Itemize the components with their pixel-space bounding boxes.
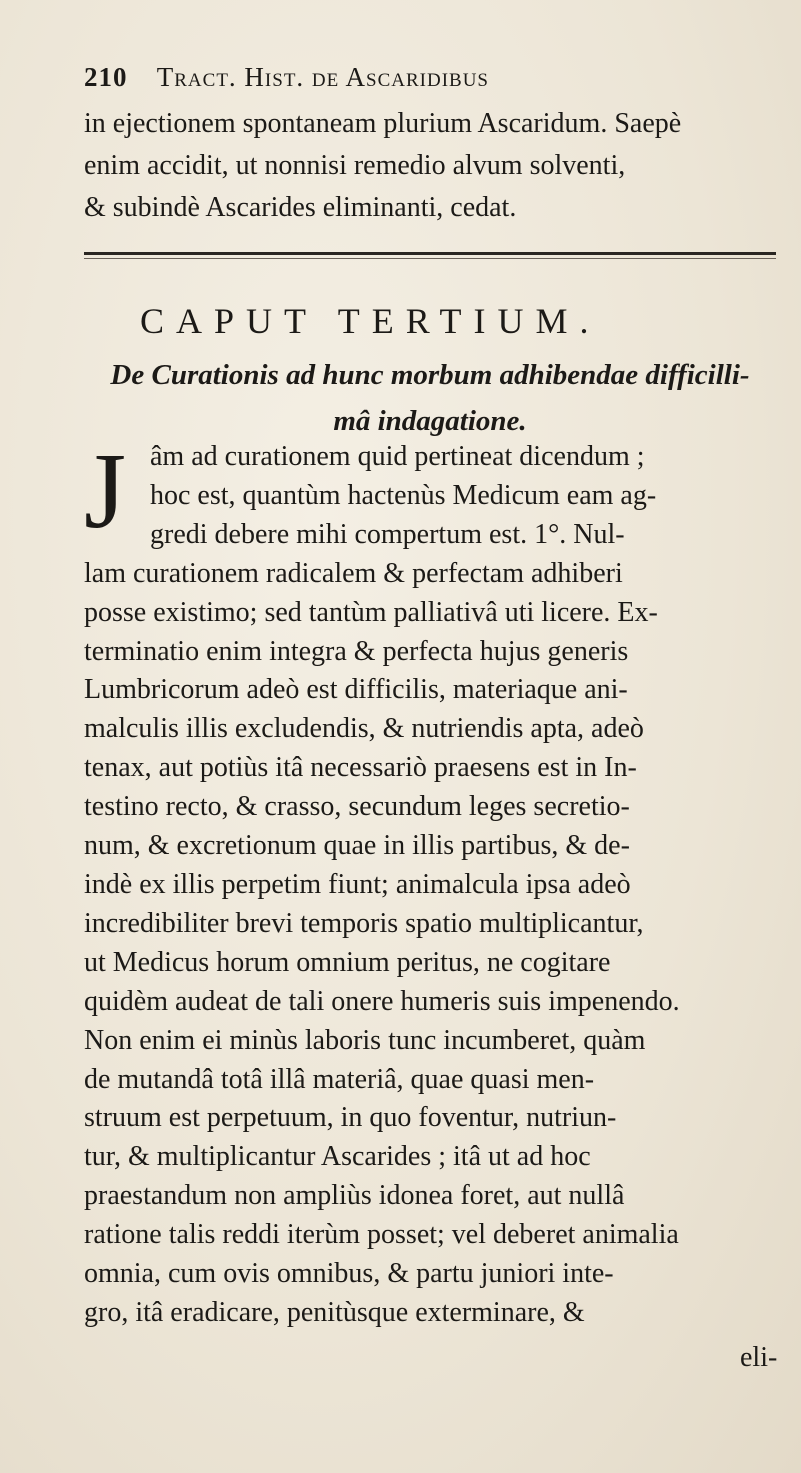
body-line: terminatio enim integra & perfecta hujus generis (84, 635, 629, 667)
body-line: gredi debere mihi compertum est. 1°. Nul- (150, 518, 625, 550)
intro-line: in ejectionem spontaneam plurium Ascaridum. Saepè (84, 108, 682, 139)
drop-cap: J (84, 432, 127, 551)
body-line: omnia, cum ovis omnibus, & partu juniori inte- (84, 1258, 614, 1290)
chapter-title: CAPUT TERTIUM. (140, 301, 601, 341)
body-line: ut Medicus horum omnium peritus, ne cogitare (84, 946, 611, 978)
page-number: 210 (84, 62, 128, 92)
body-line: incredibiliter brevi temporis spatio multiplicantur, (84, 907, 644, 939)
body-line: testino recto, & crasso, secundum leges secretio- (84, 791, 630, 823)
intro-line: & subindè Ascarides eliminanti, cedat. (84, 192, 517, 223)
body-line: hoc est, quantùm hactenùs Medicum eam ag- (150, 479, 657, 511)
intro-paragraph (84, 103, 760, 229)
running-head (84, 62, 744, 93)
body-line: posse existimo; sed tantùm palliativâ uti licere. Ex- (84, 596, 658, 628)
body-line: indè ex illis perpetim fiunt; animalcula ipsa adeò (84, 868, 631, 900)
body-line: tur, & multiplicantur Ascarides ; itâ ut ad hoc (84, 1141, 591, 1173)
body-paragraph (84, 432, 780, 1333)
body-line: num, & excretionum quae in illis partibus, & de- (84, 830, 630, 862)
body-line: praestandum non ampliùs idonea foret, aut nullâ (84, 1180, 625, 1212)
body-line: âm ad curationem quid pertineat dicendum ; (150, 441, 645, 472)
intro-line: enim accidit, ut nonnisi remedio alvum solventi, (84, 150, 626, 181)
body-line: de mutandâ totâ illâ materiâ, quae quasi men- (84, 1063, 595, 1095)
chapter-subtitle (84, 352, 776, 444)
body-line: malculis illis excludendis, & nutriendis apta, adeò (84, 713, 644, 745)
body-line: ratione talis reddi iterùm posset; vel deberet animalia (84, 1219, 679, 1251)
subtitle-line: De Curationis ad hunc morbum adhibendae difficilli- (110, 359, 750, 391)
body-line: quidèm audeat de tali onere humeris suis impenendo. (84, 985, 680, 1017)
body-line: struum est perpetuum, in quo foventur, nutriun- (84, 1102, 617, 1134)
section-divider-thin (84, 258, 776, 259)
body-line: Lumbricorum adeò est difficilis, materiaque ani- (84, 674, 628, 706)
catchword: eli- (740, 1342, 778, 1373)
body-line: gro, itâ eradicare, penitùsque exterminare, & (84, 1296, 585, 1328)
body-line: lam curationem radicalem & perfectam adhiberi (84, 557, 623, 589)
body-line: tenax, aut potiùs itâ necessariò praesens est in In- (84, 752, 637, 784)
running-head-title: Tract. Hist. de Ascaridibus (156, 62, 489, 92)
body-line: Non enim ei minùs laboris tunc incumberet, quàm (84, 1024, 646, 1056)
subtitle-line: mâ indagatione. (333, 405, 527, 437)
